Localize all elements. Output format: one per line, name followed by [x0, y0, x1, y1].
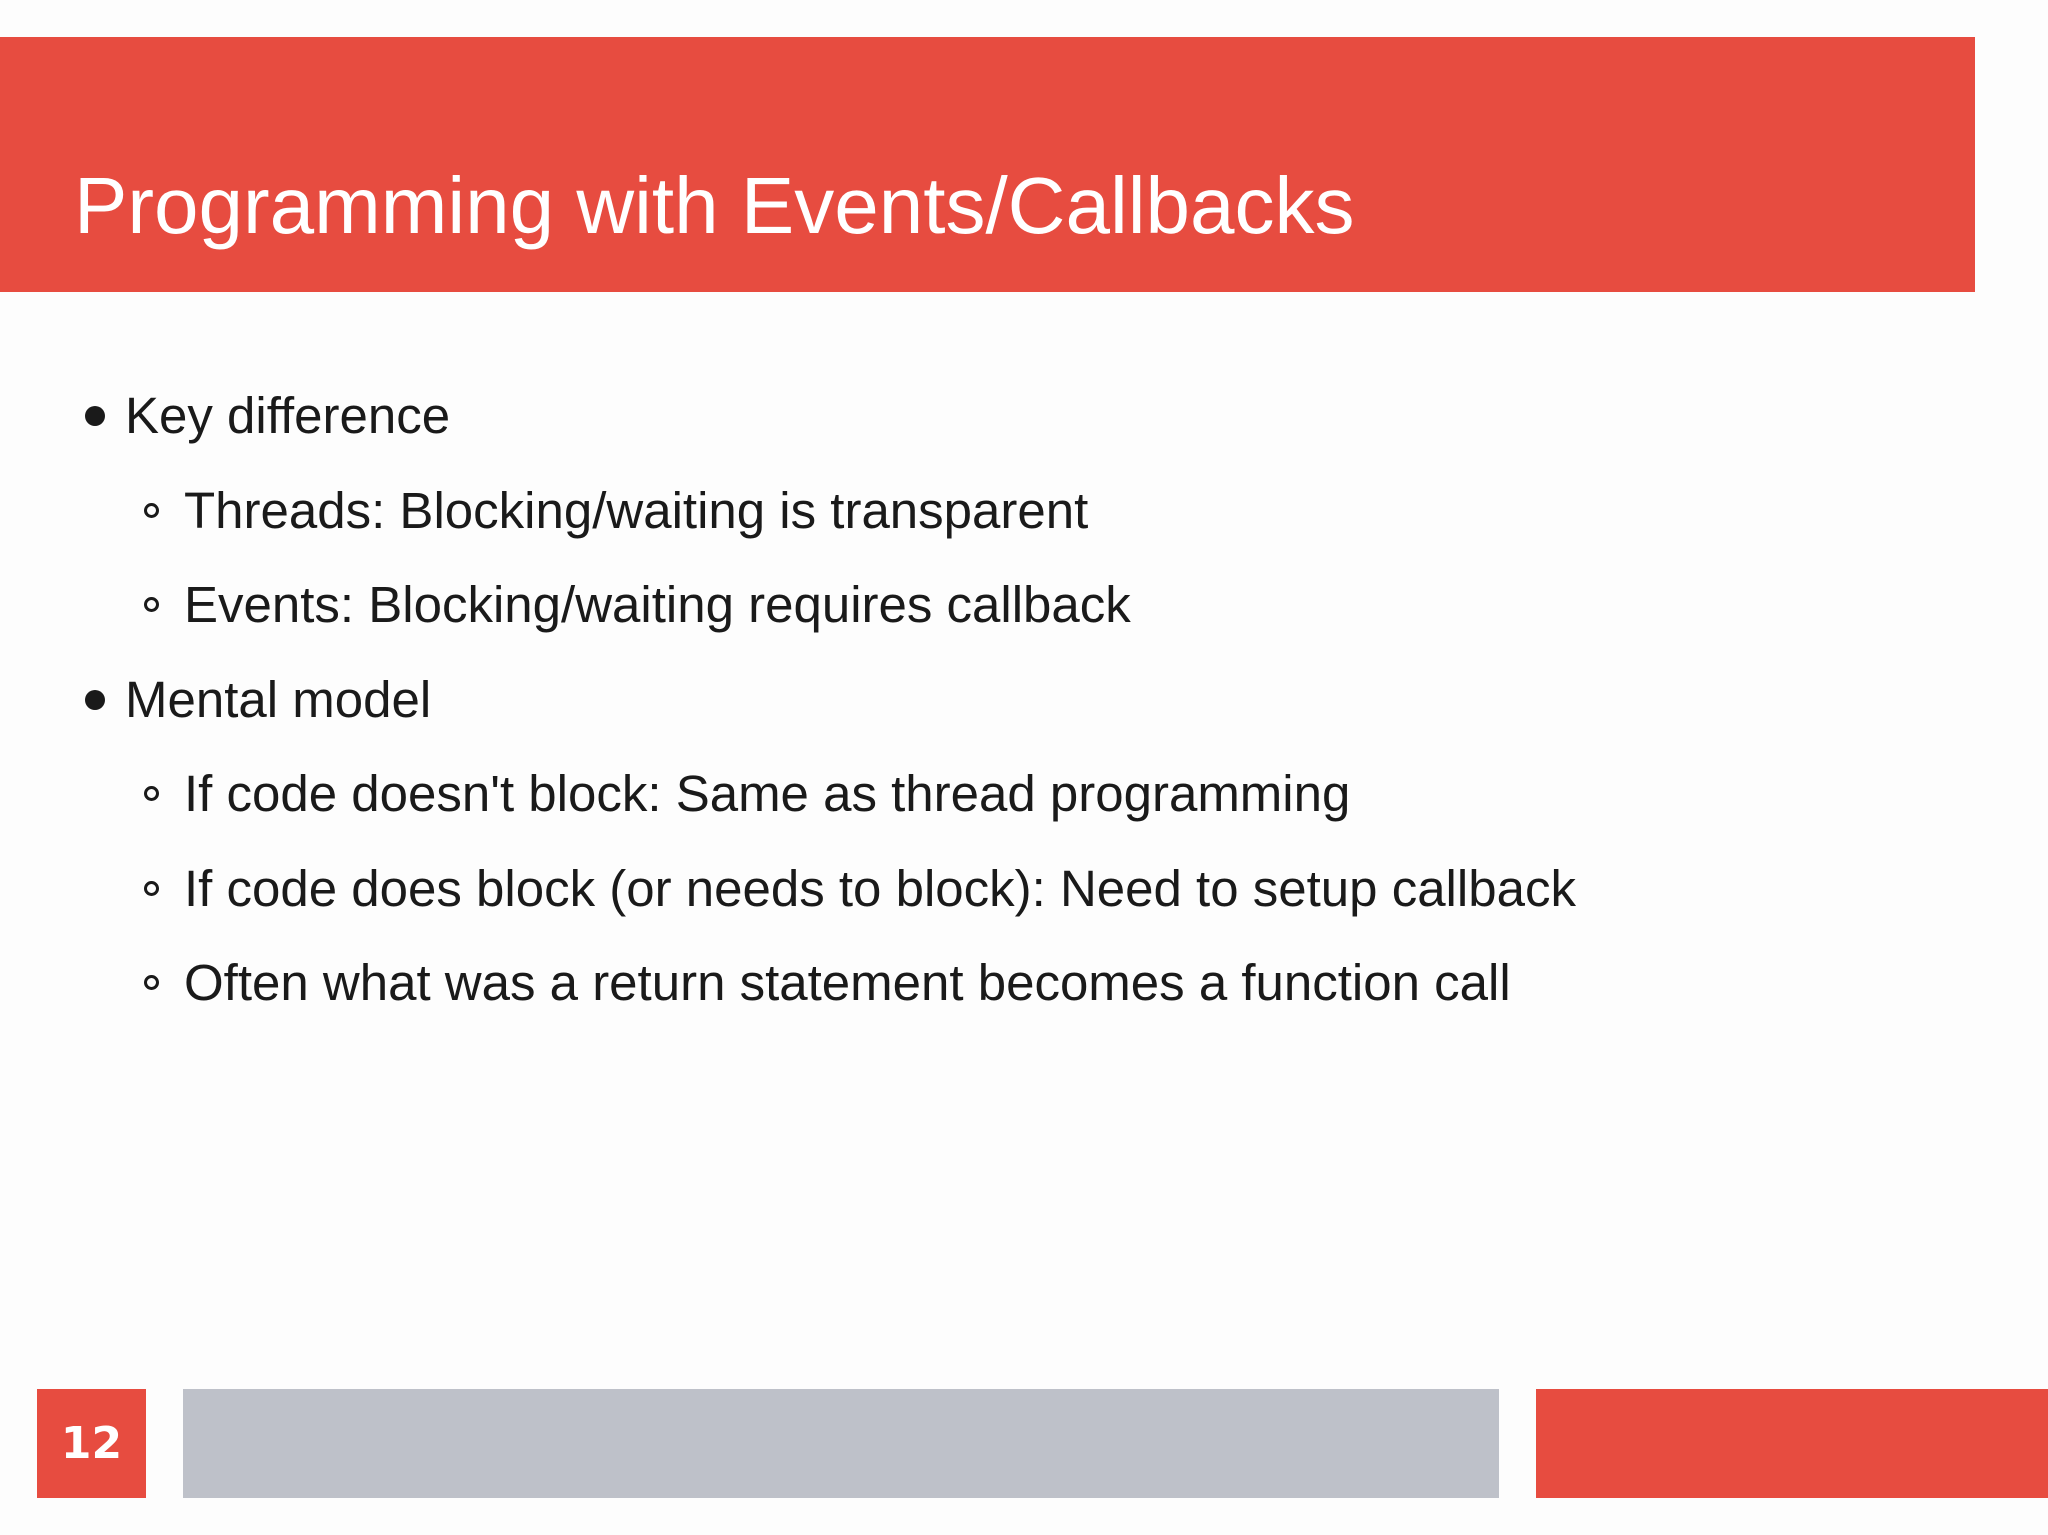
sub-bullet-item [184, 953, 1511, 1013]
hollow-bullet-icon [144, 597, 159, 612]
hollow-bullet-icon [144, 881, 159, 896]
bullet-item [125, 670, 431, 730]
bullet-text: Events: Blocking/waiting requires callback [184, 576, 1131, 633]
page-number: 12 [60, 1418, 123, 1469]
bullet-text: Threads: Blocking/waiting is transparent [184, 482, 1089, 539]
bullet-text: Often what was a return statement becomes a function call [184, 954, 1511, 1011]
filled-bullet-icon [85, 690, 105, 710]
bullet-text: If code doesn't block: Same as thread programming [184, 765, 1351, 822]
bullet-text: If code does block (or needs to block): Need to setup callback [184, 860, 1576, 917]
footer-bar-accent [1536, 1389, 2048, 1498]
slide-title: Programming with Events/Callbacks [74, 161, 1355, 250]
sub-bullet-item [184, 481, 1088, 541]
hollow-bullet-icon [144, 786, 159, 801]
sub-bullet-item [184, 764, 1350, 824]
page-number-box [37, 1389, 146, 1498]
hollow-bullet-icon [144, 503, 159, 518]
hollow-bullet-icon [144, 975, 159, 990]
filled-bullet-icon [85, 406, 105, 426]
bullet-text: Mental model [125, 671, 432, 728]
sub-bullet-item [184, 859, 1576, 919]
bullet-item [125, 386, 450, 446]
footer-bar-gray [183, 1389, 1499, 1498]
bullet-text: Key difference [125, 387, 451, 444]
sub-bullet-item [184, 575, 1131, 635]
